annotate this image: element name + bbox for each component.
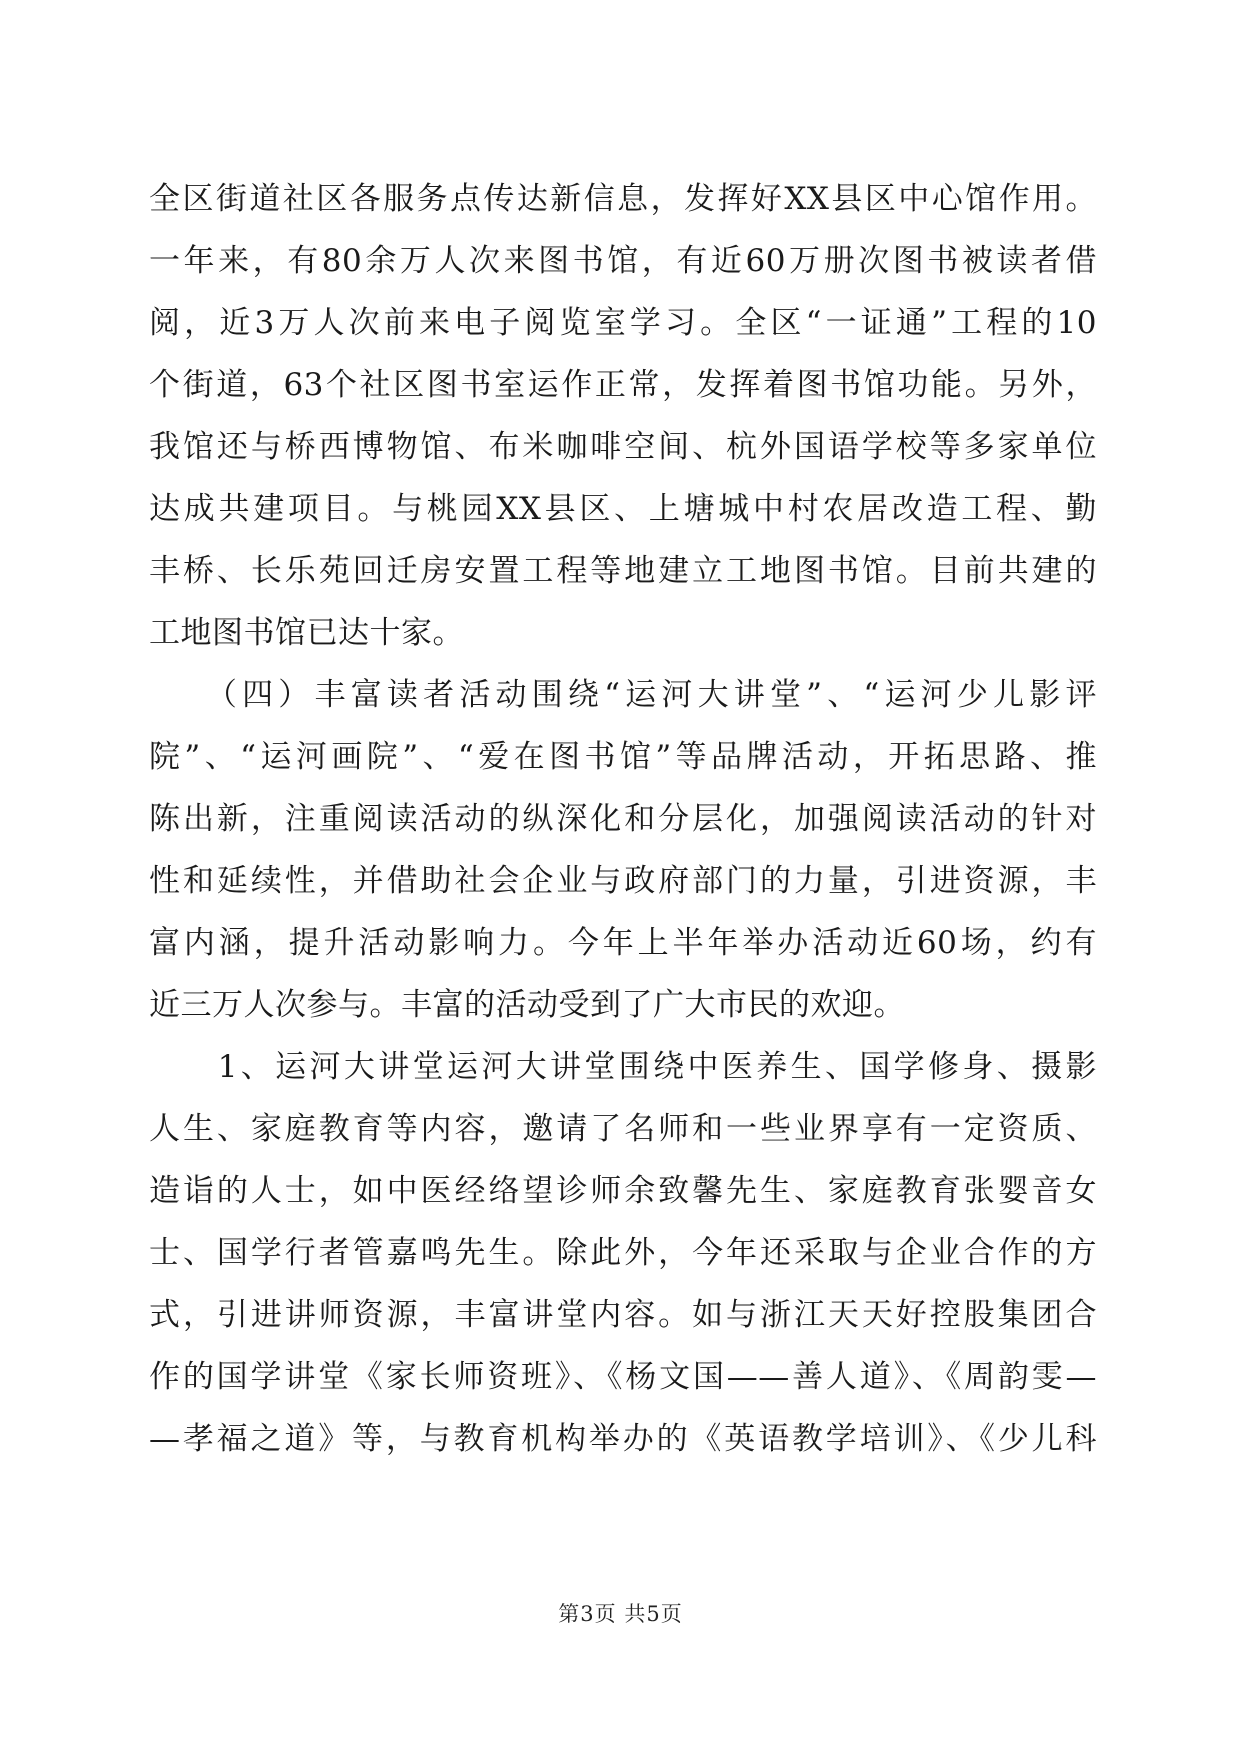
- text-line: 院”、“运河画院”、“爱在图书馆”等品牌活动，开拓思路、推: [149, 739, 1097, 775]
- text-line: 达成共建项目。与桃园XX县区、上塘城中村农居改造工程、勤: [149, 491, 1097, 527]
- text-line: 一年来，有80余万人次来图书馆，有近60万册次图书被读者借: [149, 243, 1097, 279]
- text-line: —孝福之道》等，与教育机构举办的《英语教学培训》、《少儿科: [149, 1421, 1097, 1457]
- text-line: 式，引进讲师资源，丰富讲堂内容。如与浙江天天好控股集团合: [149, 1297, 1097, 1333]
- text-line: 丰桥、长乐苑回迁房安置工程等地建立工地图书馆。目前共建的: [149, 553, 1097, 589]
- text-line: 造诣的人士，如中医经络望诊师余致馨先生、家庭教育张婴音女: [149, 1173, 1097, 1209]
- text-line: 我馆还与桥西博物馆、布米咖啡空间、杭外国语学校等多家单位: [149, 429, 1097, 465]
- text-line: 人生、家庭教育等内容，邀请了名师和一些业界享有一定资质、: [149, 1111, 1097, 1147]
- page-footer: 第3页 共5页: [558, 1602, 683, 1626]
- text-line: 作的国学讲堂《家长师资班》、《杨文国——善人道》、《周韵雯—: [149, 1359, 1097, 1395]
- text-line: 富内涵，提升活动影响力。今年上半年举办活动近60场，约有: [149, 925, 1097, 961]
- text-line: 性和延续性，并借助社会企业与政府部门的力量，引进资源，丰: [149, 863, 1097, 899]
- text-line: 阅，近3万人次前来电子阅览室学习。全区“一证通”工程的10: [149, 305, 1097, 341]
- text-line: 近三万人次参与。丰富的活动受到了广大市民的欢迎。: [149, 987, 905, 1023]
- text-line: 全区街道社区各服务点传达新信息，发挥好XX县区中心馆作用。: [149, 181, 1097, 217]
- text-line: 陈出新，注重阅读活动的纵深化和分层化，加强阅读活动的针对: [149, 801, 1097, 837]
- body-text: [149, 168, 1097, 1470]
- text-line: 士、国学行者管嘉鸣先生。除此外，今年还采取与企业合作的方: [149, 1235, 1097, 1271]
- text-line: （四）丰富读者活动围绕“运河大讲堂”、“运河少儿影评: [149, 677, 1097, 713]
- text-line: 工地图书馆已达十家。: [149, 615, 464, 651]
- text-line: 个街道，63个社区图书室运作正常，发挥着图书馆功能。另外，: [149, 367, 1097, 403]
- text-line: 1、运河大讲堂运河大讲堂围绕中医养生、国学修身、摄影: [149, 1049, 1097, 1085]
